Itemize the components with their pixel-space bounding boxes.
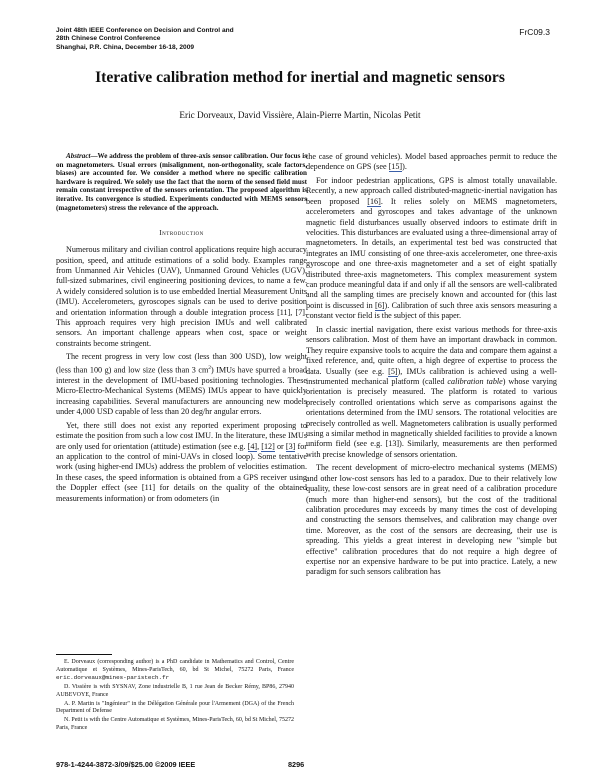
section-heading-introduction: Introduction — [159, 228, 204, 238]
abstract-dash: — — [90, 152, 98, 160]
emphasis: calibration table — [447, 376, 503, 386]
right-column — [306, 152, 557, 581]
citation-link[interactable]: [16] — [367, 196, 381, 206]
footnotes — [56, 659, 294, 734]
footnote: E. Dorveaux (corresponding author) is a PhD candidate in Mathematics and Control, Centre Automatique et Systèmes, Mines-ParisTech, 60, bd St Michel, 75272 Paris, France eric.dorveaux@mines-paristech.fr — [56, 659, 294, 682]
footnote: N. Petit is with the Centre Automatique et Systèmes, Mines-ParisTech, 60, bd St Michel, 75272 Paris, France — [56, 717, 294, 731]
superscript: 2 — [208, 364, 212, 371]
citation-link[interactable]: [6] — [375, 300, 385, 310]
footnote: D. Vissière is with SYSNAV, Zone industrielle B, 1 rue Jean de Becker Rémy, BP86, 27940 AUBEVOYE, France — [56, 684, 294, 698]
conference-line-2: 28th Chinese Control Conference — [56, 35, 161, 43]
session-code: FrC09.3 — [519, 27, 550, 37]
abstract-label: Abstract — [66, 152, 91, 160]
abstract — [56, 152, 307, 212]
citation-link[interactable]: [12] — [261, 441, 275, 451]
paragraph: Yet, there still does not exist any reported experiment proposing to estimate the position from such a low cost IMU. In the literature, these IMUs are only used for orientation (attitude) estimation (see e.g. [4], [12] or [3] for an application to the control of mini-UAVs in closed loop). Some tentative work (using higher-end IMUs) address the problem of velocities estimation. In these cases, the speed information is obtained from a GPS receiver using the Doppler effect (see [11] for details on the quality of the obtained measurements information) or from odometers (in — [56, 420, 307, 503]
paragraph: The recent development of micro-electro mechanical systems (MEMS) and other low-cost sensors has led to a paradox. Due to their relatively low quality, these low-cost sensors are in great need of a calibration procedure (much more than higher-end sensors), but the cost of the traditional calibration procedures may exceeds by many times the cost of developing and constructing the sensors themselves, and calibration may change over time. Moreover, as the cost of the sensors are decreasing, their use is spreading. This yields a great interest in developing new "simple but effective" calibration procedures that do not require a high degree of expertise nor an expensive hardware to be put into practice. Lately, a new paradigm for such sensors calibration has — [306, 463, 557, 577]
footnote-divider — [56, 654, 112, 655]
author-list: Eric Dorveaux, David Vissière, Alain-Pierre Martin, Nicolas Petit — [179, 110, 421, 120]
citation-link[interactable]: [3] — [285, 441, 296, 451]
isbn-copyright: 978-1-4244-3872-3/09/$25.00 ©2009 IEEE — [56, 760, 196, 769]
page-footer — [56, 760, 556, 769]
abstract-text: We address the problem of three-axis sensor calibration. Our focus is on magnetometers. Usual errors (misalignment, non-orthogonality, scale factors, biases) are accounted for. We consider a method where no specific calibration hardware is required. We solely use the fact that the norm of the sensed field must remain constant irrespective of the sensors orientation. The proposed algorithm is iterative. Its convergence is studied. Experiments conducted with MEMS sensors (magnetometers) stress the relevance of the approach. — [56, 152, 307, 212]
paper-title: Iterative calibration method for inertial and magnetic sensors — [95, 69, 505, 86]
conference-line-3: Shanghai, P.R. China, December 16-18, 2009 — [56, 43, 195, 51]
paragraph: Numerous military and civilian control applications require high accuracy position, speed, and attitude estimations of a solid body. Examples range from Unmanned Air Vehicles (UAV), Unmanned Ground Vehicles (UGV), full-sized submarines, civil engineering positioning devices, to name a few. A widely considered solution is to use embedded Inertial Measurement Units (IMU). Accelerometers, gyroscopes signals can be used to derive position and orientation information through a double integration process [11], [7]. This approach requires very high precision IMUs and well calibrated sensors. An important challenge appears when cost, space or weight constraints become stringent. — [56, 245, 307, 348]
conference-line-1: Joint 48th IEEE Conference on Decision and Control and — [56, 27, 234, 34]
conference-header — [56, 27, 234, 52]
footnote: A. P. Martin is "Ingénieur" in the Délégation Générale pour l'Armement (DGA) of the French Department of Defense — [56, 700, 294, 715]
paragraph: In classic inertial navigation, there exist various methods for three-axis sensors calibration. Most of them have an important drawback in common. They require expansive tools to acquire the data and compare them against a fixed reference, and, quite often, a high degree of expertise to process the data. Usually (see e.g. [5]), IMUs calibration is achieved using a well-instrumented mechanical platform (called calibration table) whose varying orientation is precisely measured. The platform is rotated to various precisely controlled orientations which serve as comparisons against the orientations determined from the IMU sensors. The rotational velocities are precisely controlled as well. Magnetometers calibration is usually performed using a similar method in magnetically shielded facilities to provide a known uniform field (see e.g. [13]). Similarly, measurements are then performed with precise knowledge of sensors orientation. — [306, 324, 558, 459]
citation-link[interactable]: [5] — [388, 366, 398, 376]
author-email[interactable]: eric.dorveaux@mines-paristech.fr — [56, 674, 170, 682]
paragraph: For indoor pedestrian applications, GPS is almost totally unavailable. Recently, a new approach called distributed-magnetic-inertial navigation has been proposed [16]. It relies solely on MEMS magnetometers, accelerometers and gyroscopes and takes advantage of the unknown magnetic field disturbances usually observed indoors to estimate drift in velocities. This disturbances are evaluated using a three-dimensional array of magnetometers. In details, an experimental test bed was constructed that integrates an IMU consisting of one three-axis accelerometer, one three-axis gyroscope and one three-axis magnetometer and a set of eight spatially distributed three-axis magnetometers. This complex measurement system can produce meaningful data if and only if all the sensors are well-calibrated and all the sampling times are precisely known and accounted for (this last point is discussed in [6]). Calibration of such three axis sensors measuring a constant vector field is the subject of this paper. — [306, 176, 557, 321]
citation-link[interactable]: [15] — [388, 162, 403, 172]
left-column — [56, 152, 307, 507]
citation-link[interactable]: [4] — [247, 441, 258, 451]
paragraph: The recent progress in very low cost (less than 300 USD), low weight (less than 100 g) and low size (less than 3 $cm^2$) IMUs have spurred a broad interest in the development of IMU-based positioning technologies. These Micro-Electro-Mechanical Systems (MEMS) IMUs appear to have quickly increasing capabilities. Several manufacturers are announcing new models under 4,000 USD capable of less than 20 deg/hr angular errors. — [56, 352, 307, 417]
page-number: 8296 — [288, 760, 305, 769]
paragraph: the case of ground vehicles). Model based approaches permit to reduce the dependence on GPS (see [15]). — [306, 152, 557, 172]
